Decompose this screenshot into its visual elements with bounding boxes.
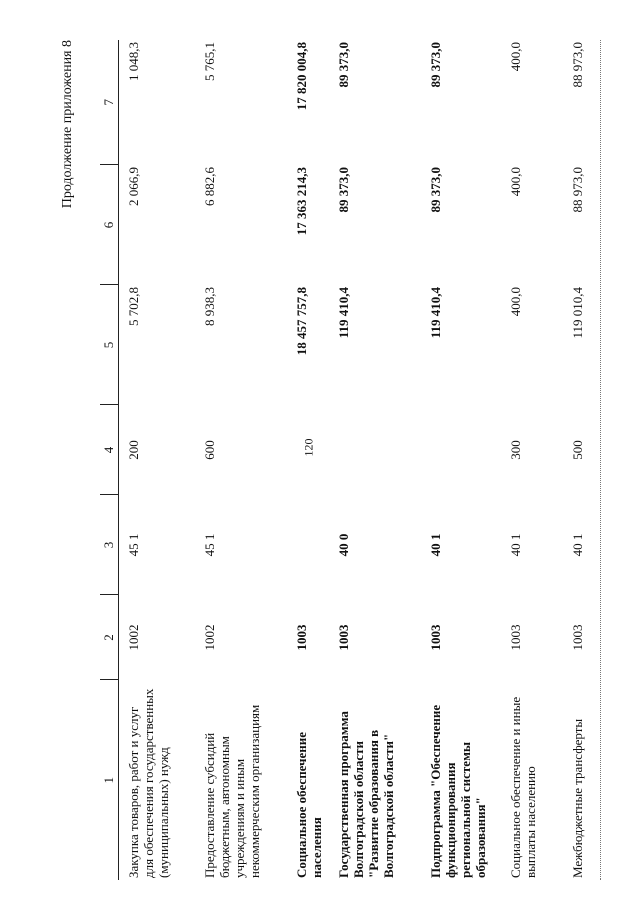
program-code <box>287 495 329 595</box>
table-row <box>501 40 563 880</box>
section-code: 1003 <box>335 624 351 651</box>
amount-col7: 400,0 <box>507 42 523 72</box>
column-header-5: 5 <box>100 285 119 405</box>
table-row <box>287 40 329 880</box>
program-code: 40 1 <box>427 533 443 557</box>
amount-col5: 119 010,4 <box>569 287 585 339</box>
column-header-1: 1 <box>100 680 119 880</box>
expense-type-code: 200 <box>126 440 141 460</box>
row-name: Социальное обеспечение и иные выплаты населению <box>507 696 538 878</box>
amount-col7: 1 048,3 <box>126 42 141 81</box>
amount-col7: 89 373,0 <box>335 42 351 88</box>
continuation-title: Продолжение приложения 8 <box>60 40 75 209</box>
rotated-page-content <box>60 40 600 880</box>
section-code: 1002 <box>126 624 141 651</box>
expense-type-code <box>287 405 329 495</box>
amount-col7: 88 973,0 <box>569 42 585 88</box>
table-row <box>421 40 501 880</box>
expense-type-code <box>329 405 421 495</box>
expense-type-code: 500 <box>569 440 585 460</box>
amount-col6: 89 373,0 <box>335 167 351 213</box>
section-code: 1003 <box>507 624 523 651</box>
amount-col7: 89 373,0 <box>427 42 443 88</box>
column-header-7: 7 <box>100 40 119 165</box>
column-header-4: 4 <box>100 405 119 495</box>
page-number-text: 120 <box>301 438 316 457</box>
section-code: 1003 <box>427 624 443 651</box>
section-code: 1003 <box>569 624 585 651</box>
program-code: 40 0 <box>335 533 351 557</box>
table-header-row <box>100 40 119 880</box>
amount-col5: 8 938,3 <box>201 287 217 326</box>
table-row <box>329 40 421 880</box>
program-code: 45 1 <box>126 533 141 557</box>
expense-type-code <box>421 405 501 495</box>
row-name: Социальное обеспечение населения <box>293 732 324 878</box>
amount-col6: 89 373,0 <box>427 167 443 213</box>
table-row <box>119 40 195 880</box>
table-row <box>563 40 601 880</box>
amount-col6: 6 882,6 <box>201 167 217 206</box>
page-bottom-rule <box>600 40 601 880</box>
column-header-2: 2 <box>100 595 119 680</box>
row-name: Закупка товаров, работ и услуг для обеспечения государственных (муниципальных) нужд <box>126 688 171 878</box>
program-code: 45 1 <box>201 533 217 557</box>
column-header-3: 3 <box>100 495 119 595</box>
amount-col7: 17 820 004,8 <box>293 42 309 111</box>
expense-type-code: 300 <box>507 440 523 460</box>
amount-col5: 5 702,8 <box>126 287 141 326</box>
amount-col6: 2 066,9 <box>126 167 141 206</box>
amount-col5: 119 410,4 <box>427 287 443 339</box>
amount-col6: 88 973,0 <box>569 167 585 213</box>
row-name: Межбюджетные трансферты <box>569 718 585 878</box>
budget-table <box>100 40 601 880</box>
section-code: 1002 <box>201 624 217 651</box>
expense-type-code: 600 <box>201 440 217 460</box>
program-code: 40 1 <box>569 533 585 557</box>
amount-col6: 17 363 214,3 <box>293 167 309 236</box>
amount-col5: 119 410,4 <box>335 287 351 339</box>
amount-col6: 400,0 <box>507 167 523 197</box>
program-code: 40 1 <box>507 533 523 557</box>
amount-col5: 400,0 <box>507 287 523 317</box>
column-header-6: 6 <box>100 165 119 285</box>
table-row <box>195 40 287 880</box>
row-name: Подпрограмма "Обеспечение функционирования региональной системы образования" <box>427 704 488 878</box>
section-code: 1003 <box>293 624 309 651</box>
amount-col7: 5 765,1 <box>201 42 217 81</box>
row-name: Предоставление субсидий бюджетным, автономным учреждениям и иным некоммерческим организациям <box>201 704 262 878</box>
row-name: Государственная программа Волгоградской области "Развитие образования в Волгоградской области" <box>335 711 396 878</box>
amount-col5: 18 457 757,8 <box>293 287 309 356</box>
